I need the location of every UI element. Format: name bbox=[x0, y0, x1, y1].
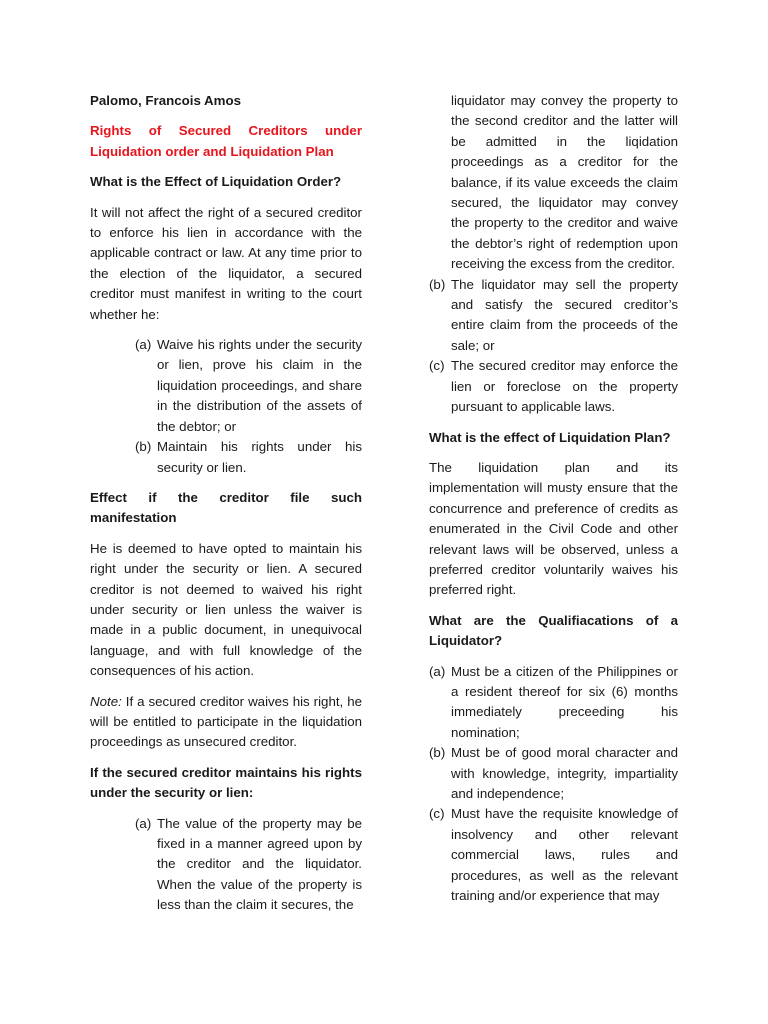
heading-effect-liquidation-order: What is the Effect of Liquidation Order? bbox=[90, 174, 342, 190]
maintain-rights-list-continued bbox=[429, 275, 678, 418]
qualifications-list bbox=[429, 662, 678, 907]
list-text: Must be a citizen of the Philippines or a resident thereof for six (6) months immediately preceeding his nomination; bbox=[451, 663, 678, 740]
list-marker: (c) bbox=[429, 358, 445, 374]
list-item bbox=[429, 743, 678, 804]
heading-effect-liquidation-plan: What is the effect of Liquidation Plan? bbox=[429, 429, 671, 445]
right-column bbox=[429, 91, 678, 916]
list-marker: (b) bbox=[429, 745, 446, 761]
heading-liquidator-qualifications: What are the Qualifiacations of a Liquidator? bbox=[429, 612, 678, 649]
list-text: Waive his rights under the security or lien, prove his claim in the liquidation proceedings, and share in the distribution of the assets of the debtor; or bbox=[157, 337, 362, 434]
note-text: If a secured creditor waives his right, he will be entitled to participate in the liquidation proceedings as unsecured creditor. bbox=[90, 693, 362, 750]
list-text: The value of the property may be fixed in a manner agreed upon by the creditor and the liquidator. When the value of the property is less than the claim it secures, the bbox=[157, 815, 362, 913]
list-marker: (b) bbox=[429, 276, 446, 292]
heading-manifestation-effect: Effect if the creditor file such manifestation bbox=[90, 489, 362, 526]
list-text: The secured creditor may enforce the lien or foreclose on the property pursuant to applicable laws. bbox=[451, 358, 678, 415]
list-item bbox=[429, 275, 678, 357]
list-item bbox=[135, 814, 362, 916]
list-marker: (a) bbox=[429, 663, 446, 679]
heading-maintains-rights: If the secured creditor maintains his rights under the security or lien: bbox=[90, 764, 362, 801]
list-item bbox=[429, 356, 678, 417]
author-name: Palomo, Francois Amos bbox=[90, 93, 241, 108]
paragraph-liquidation-plan: The liquidation plan and its implementation will musty ensure that the concurrence and preference of credits as enumerated in the Civil Code and other relevant laws will be observed, unless a preferred creditor voluntarily waives his preferred right. bbox=[429, 459, 678, 598]
list-marker: (a) bbox=[135, 815, 152, 831]
list-marker: (c) bbox=[429, 806, 445, 822]
list-marker: (b) bbox=[135, 439, 152, 455]
list-item bbox=[135, 335, 362, 437]
list-text: Must have the requisite knowledge of insolvency and other relevant commercial laws, rules and procedures, as well as the relevant training and/or experience that may bbox=[451, 806, 678, 904]
paragraph-effect-order: It will not affect the right of a secured creditor to enforce his lien in accordance with the applicable contract or law. At any time prior to the election of the liquidator, a secured creditor must manifest in writing to the court whether he: bbox=[90, 204, 362, 322]
maintain-rights-list bbox=[135, 814, 362, 916]
list-marker: (a) bbox=[135, 337, 152, 353]
list-item bbox=[429, 662, 678, 744]
left-column bbox=[90, 91, 362, 926]
list-text: Maintain his rights under his security or lien. bbox=[157, 439, 362, 475]
document-title: Rights of Secured Creditors under Liquidation order and Liquidation Plan bbox=[90, 123, 362, 159]
list-text: Must be of good moral character and with knowledge, integrity, impartiality and independence; bbox=[451, 745, 678, 801]
paragraph-manifestation: He is deemed to have opted to maintain his right under the security or lien. A secured creditor is not deemed to waived his right under security or lien unless the waiver is made in a public document, in unequivocal language, and with full knowledge of the consequences of his action. bbox=[90, 540, 362, 679]
list-item bbox=[135, 437, 362, 478]
waiver-options-list bbox=[135, 335, 362, 478]
note-label: Note: bbox=[90, 693, 122, 709]
continued-paragraph: liquidator may convey the property to the second creditor and the latter will be admitted in the liqidation proceedings as a creditor for the balance, if its value exceeds the claim secured, the liquidator may convey the property to the creditor and waive the debtor’s right of redemption upon receiving the excess from the creditor. bbox=[451, 93, 678, 272]
list-item bbox=[429, 804, 678, 906]
note-paragraph bbox=[90, 692, 362, 753]
list-text: The liquidator may sell the property and satisfy the secured creditor’s entire claim from the proceeds of the sale; or bbox=[451, 276, 678, 353]
